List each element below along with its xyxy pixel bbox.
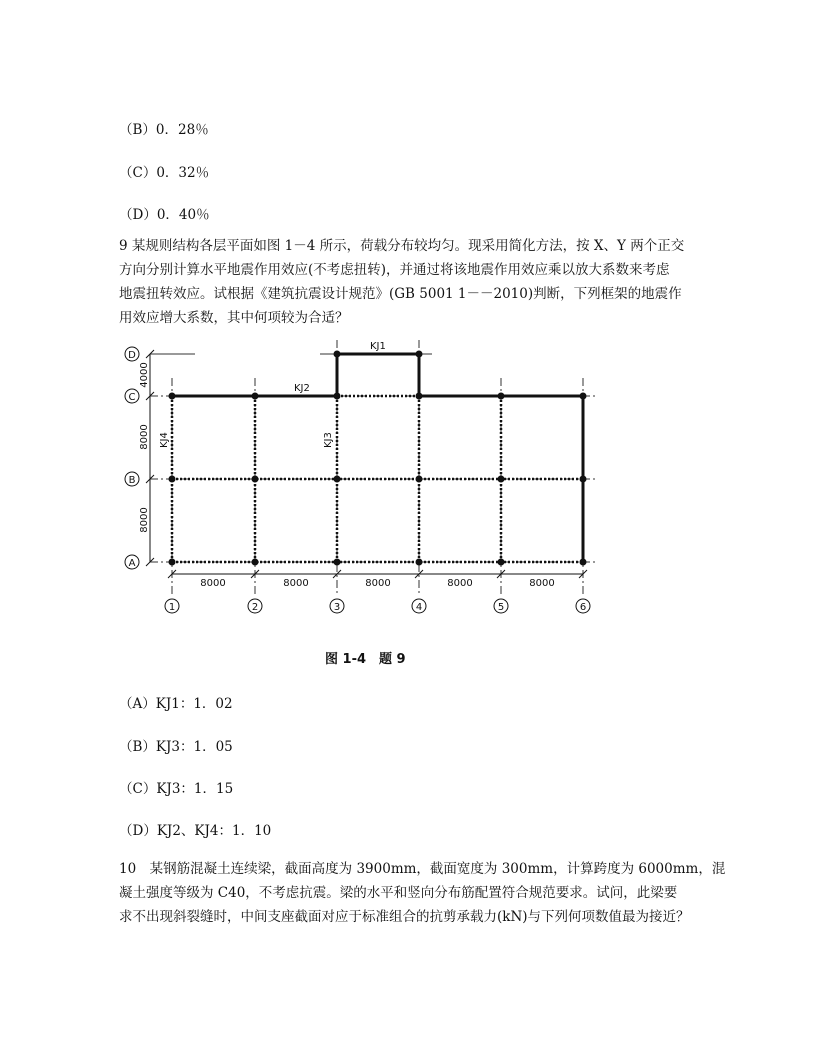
q10-line: 求不出现斜裂缝时，中间支座截面对应于标准组合的抗剪承载力(kN)与下列何项数值最为接近？ — [119, 909, 690, 925]
prev-option-b: （B）0．28％ — [119, 122, 209, 138]
col-dim: 8000 — [200, 578, 226, 589]
col-dim: 8000 — [529, 578, 555, 589]
row-dim: 8000 — [139, 507, 150, 533]
row-axis-label: D — [128, 350, 136, 361]
q9-line: 用效应增大系数，其中何项较为合适？ — [119, 310, 349, 326]
q10-line: 凝土强度等级为 C40，不考虑抗震。梁的水平和竖向分布筋配置符合规范要求。试问，此梁要 — [119, 885, 678, 901]
q9-option-c: （C）KJ3：1．15 — [119, 781, 234, 797]
row-dim: 8000 — [139, 424, 150, 450]
row-axis-label: C — [128, 392, 136, 403]
col-axis-label: 3 — [333, 602, 341, 613]
frame-label-kj4: KJ4 — [159, 432, 170, 448]
q9-option-a: （A）KJ1：1．02 — [119, 696, 233, 712]
frame-label-kj2: KJ2 — [294, 383, 310, 394]
col-axis-label: 2 — [251, 602, 259, 613]
row-dim: 4000 — [139, 362, 150, 388]
prev-option-d: （D）0．40％ — [119, 207, 210, 223]
prev-option-c: （C）0．32％ — [119, 165, 210, 181]
col-dim: 8000 — [283, 578, 309, 589]
col-axis-label: 5 — [497, 602, 505, 613]
figure-caption: 图 1-4 题 9 — [325, 652, 406, 667]
col-axis-label: 1 — [168, 602, 176, 613]
q9-line: 9 某规则结构各层平面如图 1－4 所示，荷载分布较均匀。现采用简化方法，按 X、Y 两个正交 — [119, 238, 685, 254]
q9-line: 地震扭转效应。试根据《建筑抗震设计规范》(GB 5001 1－－2010)判断，下列框架的地震作 — [119, 286, 682, 302]
col-axis-label: 4 — [415, 602, 423, 613]
col-dim: 8000 — [447, 578, 473, 589]
question-10-text — [119, 857, 726, 929]
frame-label-kj1: KJ1 — [370, 341, 386, 352]
q9-line: 方向分别计算水平地震作用效应(不考虑扭转)，并通过将该地震作用效应乘以放大系数来考虑 — [119, 262, 670, 278]
row-axis-label: A — [128, 558, 136, 569]
q10-line: 10 某钢筋混凝土连续梁，截面高度为 3900mm，截面宽度为 300mm，计算跨度为 6000mm，混 — [119, 861, 726, 877]
q9-option-d: （D）KJ2、KJ4：1．10 — [119, 823, 272, 839]
row-axis-label: B — [128, 475, 136, 486]
q9-option-b: （B）KJ3：1．05 — [119, 739, 233, 755]
col-axis-label: 6 — [579, 602, 587, 613]
col-dim: 8000 — [365, 578, 391, 589]
frame-label-kj3: KJ3 — [323, 432, 334, 448]
